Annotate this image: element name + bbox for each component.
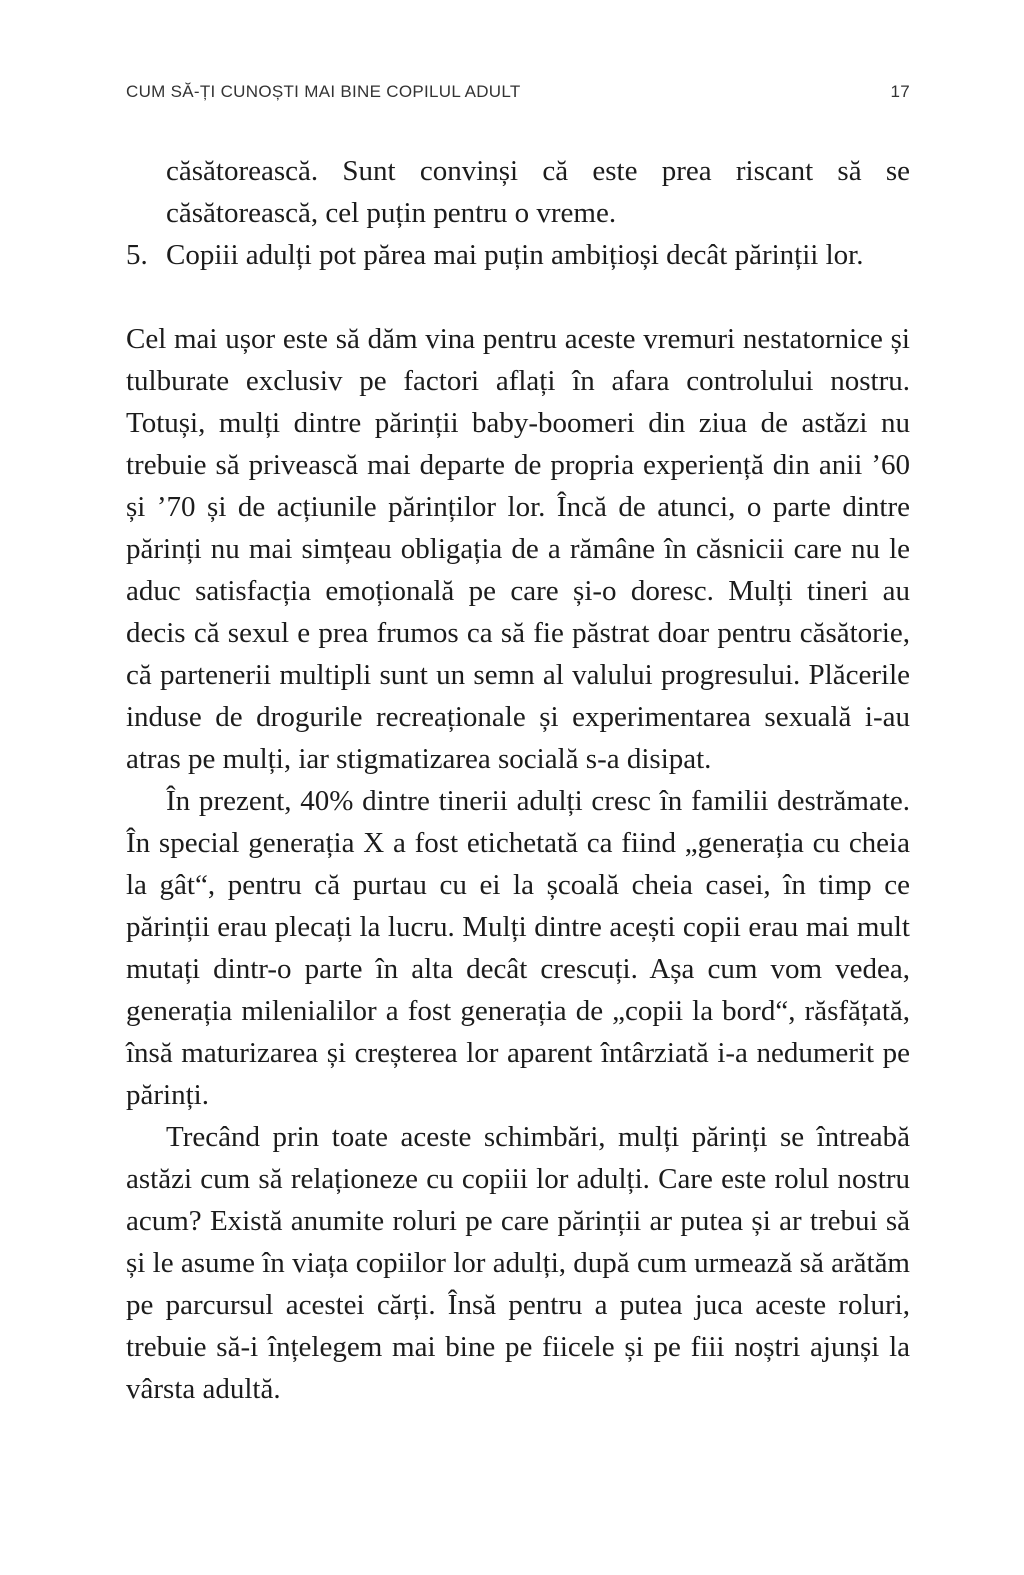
paragraph-2: În prezent, 40% dintre tinerii adulți cresc în familii destrămate. În special generația X a fost etichetată ca fiind „generația cu cheia la gât“, pentru că purtau cu ei la școală cheia casei, în timp ce părinții erau plecați la lucru. Mulți dintre acești copii erau mai mult mutați dintr-o parte în alta decât crescuți. Așa cum vom vedea, generația milenialilor a fost generația de „copii la bord“, răsfățată, însă maturizarea și creșterea lor aparent întârziată i-a nedumerit pe părinți. <box>126 785 910 1111</box>
list-item-5 <box>126 234 910 276</box>
list-item-continuation: căsătorească. Sunt convinși că este prea riscant să se căsătorească, cel puțin pentru o vreme. <box>166 155 910 229</box>
paragraph-1: Cel mai ușor este să dăm vina pentru aceste vremuri nestatornice și tulburate exclusiv pe factori aflați în afara controlului nostru. Totuși, mulți dintre părinții baby-boomeri din ziua de astăzi nu trebuie să privească mai departe de propria experiență din anii ’60 și ’70 și de acțiunile părinților lor. Încă de atunci, o parte dintre părinți nu mai simțeau obligația de a rămâne în căsnicii care nu le aduc satisfacția emoțională pe care și-o doresc. Mulți tineri au decis că sexul e prea frumos ca să fie păstrat doar pentru căsătorie, că partenerii multipli sunt un semn al valului progresului. Plăcerile induse de drogurile recreaționale și experimentarea sexuală i-au atras pe mulți, iar stigmatizarea socială s-a disipat. <box>126 323 910 775</box>
list-item-text: Copiii adulți pot părea mai puțin ambițioși decât părinții lor. <box>166 239 864 271</box>
list-marker: 5. <box>126 239 148 271</box>
page-number: 17 <box>890 82 910 101</box>
running-header <box>126 82 910 112</box>
running-header-title: CUM SĂ-ȚI CUNOȘTI MAI BINE COPILUL ADULT <box>126 82 521 101</box>
page-body <box>126 150 910 1410</box>
paragraph-3: Trecând prin toate aceste schimbări, mulți părinți se întreabă astăzi cum să relaționeze cu copiii lor adulți. Care este rolul nostru acum? Există anumite roluri pe care părinții ar putea și ar trebui să și le asume în viața copiilor lor adulți, după cum urmează să arătăm pe parcursul acestei cărți. Însă pentru a putea juca aceste roluri, trebuie să-i înțelegem mai bine pe fiicele și pe fiii noștri ajunși la vârsta adultă. <box>126 1121 910 1405</box>
